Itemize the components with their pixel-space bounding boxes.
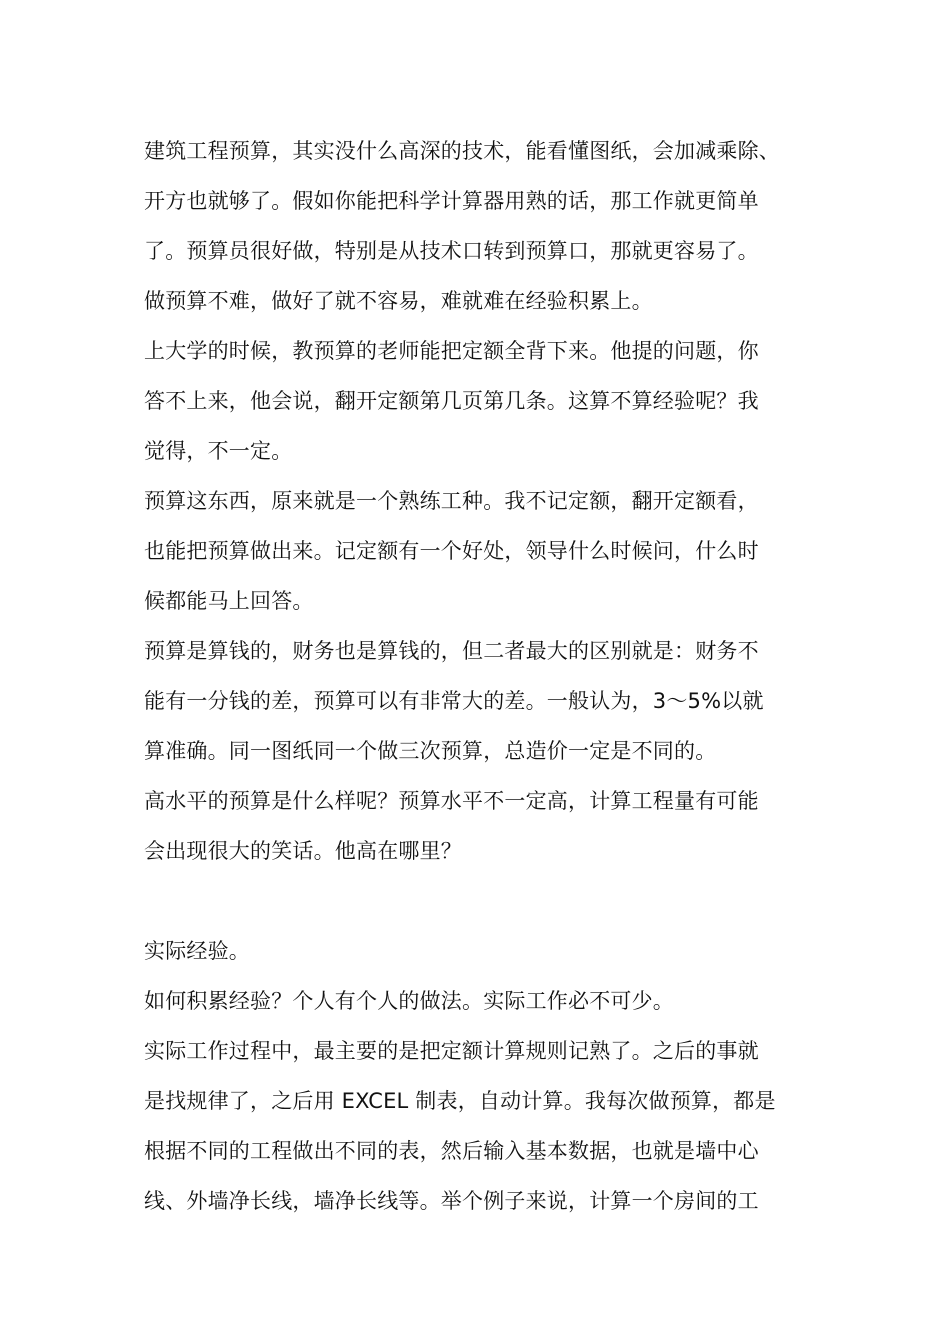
text-line: 线、外墙净长线，墙净长线等。举个例子来说，计算一个房间的工 [144,1189,759,1213]
text-line: 了。预算员很好做，特别是从技术口转到预算口，那就更容易了。 [144,239,759,263]
text-line: 会出现很大的笑话。他高在哪里？ [144,839,462,863]
text-line: 答不上来，他会说，翻开定额第几页第几条。这算不算经验呢？我 [144,389,759,413]
text-line: 实际工作过程中，最主要的是把定额计算规则记熟了。之后的事就 [144,1039,759,1063]
text-line: 是找规律了，之后用 EXCEL 制表，自动计算。我每次做预算，都是 [144,1089,776,1113]
text-line: 觉得，不一定。 [144,439,293,463]
text-line: 也能把预算做出来。记定额有一个好处，领导什么时候问，什么时 [144,539,759,563]
text-line: 预算这东西，原来就是一个熟练工种。我不记定额，翻开定额看， [144,489,759,513]
text-line: 候都能马上回答。 [144,589,314,613]
text-line: 建筑工程预算，其实没什么高深的技术，能看懂图纸，会加减乘除、 [144,139,780,163]
blank-line [144,876,824,926]
text-line: 做预算不难，做好了就不容易，难就难在经验积累上。 [144,289,653,313]
text-line: 预算是算钱的，财务也是算钱的，但二者最大的区别就是：财务不 [144,639,759,663]
text-line: 上大学的时候，教预算的老师能把定额全背下来。他提的问题，你 [144,339,759,363]
text-line: 实际经验。 [144,939,250,963]
text-line: 开方也就够了。假如你能把科学计算器用熟的话，那工作就更简单 [144,189,759,213]
document-body [144,126,824,1226]
text-line: 根据不同的工程做出不同的表，然后输入基本数据，也就是墙中心 [144,1139,759,1163]
text-line: 算准确。同一图纸同一个做三次预算，总造价一定是不同的。 [144,739,717,763]
text-line: 高水平的预算是什么样呢？预算水平不一定高，计算工程量有可能 [144,789,759,813]
text-line: 能有一分钱的差，预算可以有非常大的差。一般认为，3～5%以就 [144,689,764,713]
text-line: 如何积累经验？个人有个人的做法。实际工作必不可少。 [144,989,674,1013]
